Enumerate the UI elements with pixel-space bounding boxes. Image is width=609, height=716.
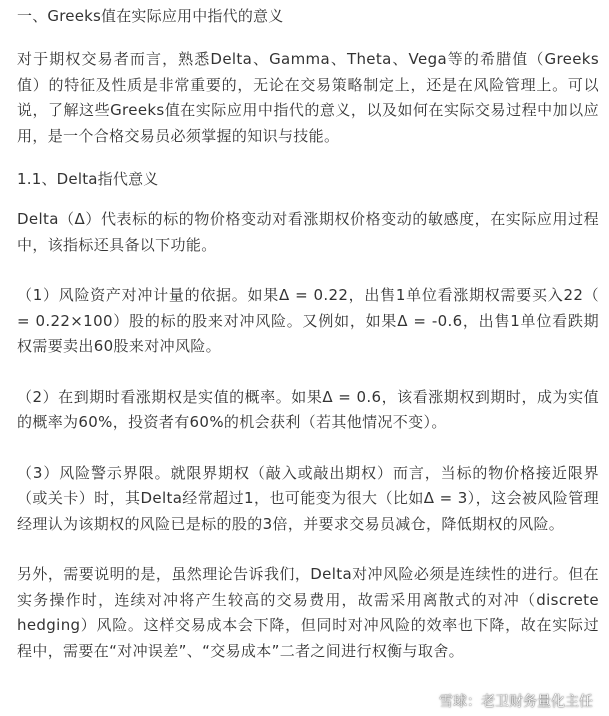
watermark-site: 雪球	[439, 694, 467, 710]
hedging-note-paragraph: 另外，需要说明的是，虽然理论告诉我们，Delta对冲风险必须是连续性的进行。但在实务操作时，连续对冲将产生较高的交易费用，故需采用离散式的对冲（discrete hedging）风险。这样交易成本会下降，但同时对冲风险的效率也下降，故在实际过程中，需要在“对冲误差”、“交易成本”二者之间进行权衡与取舍。	[17, 565, 599, 660]
watermark-author: 老卫财务量化主任	[481, 694, 593, 710]
section-heading: 一、Greeks值在实际应用中指代的意义	[17, 7, 284, 25]
watermark	[416, 691, 593, 711]
intro-paragraph: 对于期权交易者而言，熟悉Delta、Gamma、Theta、Vega等的希腊值（Greeks值）的特征及性质是非常重要的，无论在交易策略制定上，还是在风险管理上。可以说，了解这些Greeks值在实际应用中指代的意义，以及如何在实际交易过程中加以应用，是一个合格交易员必须掌握的知识与技能。	[17, 50, 599, 145]
function-2-paragraph: （2）在到期时看涨期权是实值的概率。如果Δ = 0.6，该看涨期权到期时，成为实值的概率为60%，投资者有60%的机会获利（若其他情况不变）。	[17, 387, 599, 431]
function-1-paragraph: （1）风险资产对冲计量的依据。如果Δ = 0.22，出售1单位看涨期权需要买入22（ = 0.22×100）股的标的股来对冲风险。又例如，如果Δ = -0.6，出售1单位看跌期权需要卖出60股来对冲风险。	[17, 286, 599, 355]
snowball-logo-icon	[416, 692, 434, 710]
subsection-heading: 1.1、Delta指代意义	[17, 170, 159, 188]
watermark-separator: ：	[467, 694, 481, 710]
delta-definition-paragraph: Delta（Δ）代表标的标的物价格变动对看涨期权价格变动的敏感度，在实际应用过程中，该指标还具备以下功能。	[17, 210, 599, 254]
function-3-paragraph: （3）风险警示界限。就限界期权（敲入或敲出期权）而言，当标的物价格接近限界（或关卡）时，其Delta经常超过1，也可能变为很大（比如Δ = 3），这会被风险管理经理认为该期权的风险已是标的股的3倍，并要求交易员减仓，降低期权的风险。	[17, 463, 599, 533]
